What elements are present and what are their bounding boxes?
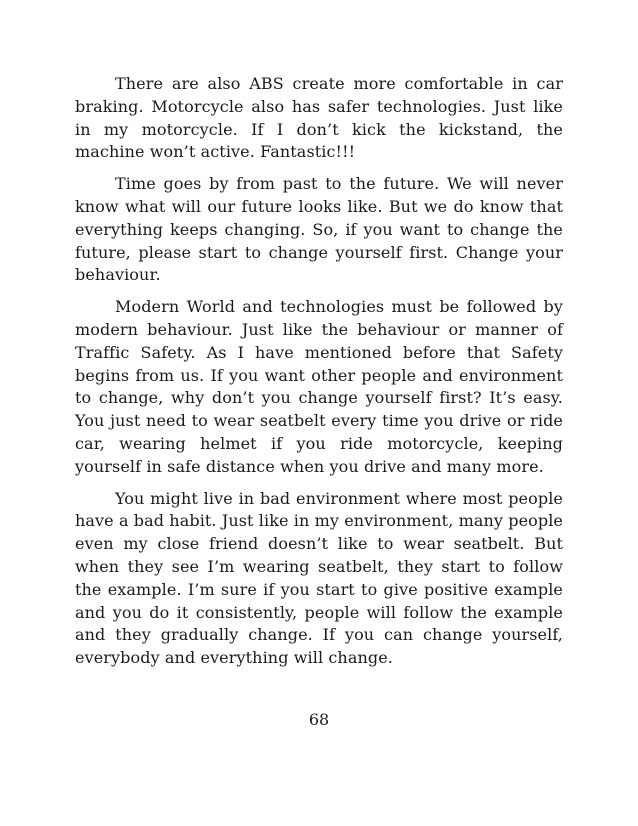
paragraph-3: Modern World and technologies must be followed by modern behaviour. Just like the behaviour or manner of Traffic Safety. As I have mentioned before that Safety begins from us. If you want other people and environment to change, why don’t you change yourself first? It’s easy. You just need to wear seatbelt every time you drive or ride car, wearing helmet if you ride motorcycle, keeping yourself in safe distance when you drive and many more. — [75, 297, 563, 476]
paragraph-1: There are also ABS create more comfortable in car braking. Motorcycle also has safer technologies. Just like in my motorcycle. If I don’t kick the kickstand, the machine won’t active. Fantastic!!! — [75, 74, 563, 162]
page-number: 68 — [308, 710, 330, 729]
paragraph-2: Time goes by from past to the future. We will never know what will our future looks like. But we do know that everything keeps changing. So, if you want to change the future, please start to change yourself first. Change your behaviour. — [75, 174, 563, 285]
body-text — [75, 73, 563, 679]
paragraph-4: You might live in bad environment where most people have a bad habit. Just like in my environment, many people even my close friend doesn’t like to wear seatbelt. But when they see I’m wearing seatbelt, they start to follow the example. I’m sure if you start to give positive example and you do it consistently, people will follow the example and they gradually change. If you can change yourself, everybody and everything will change. — [75, 488, 563, 668]
